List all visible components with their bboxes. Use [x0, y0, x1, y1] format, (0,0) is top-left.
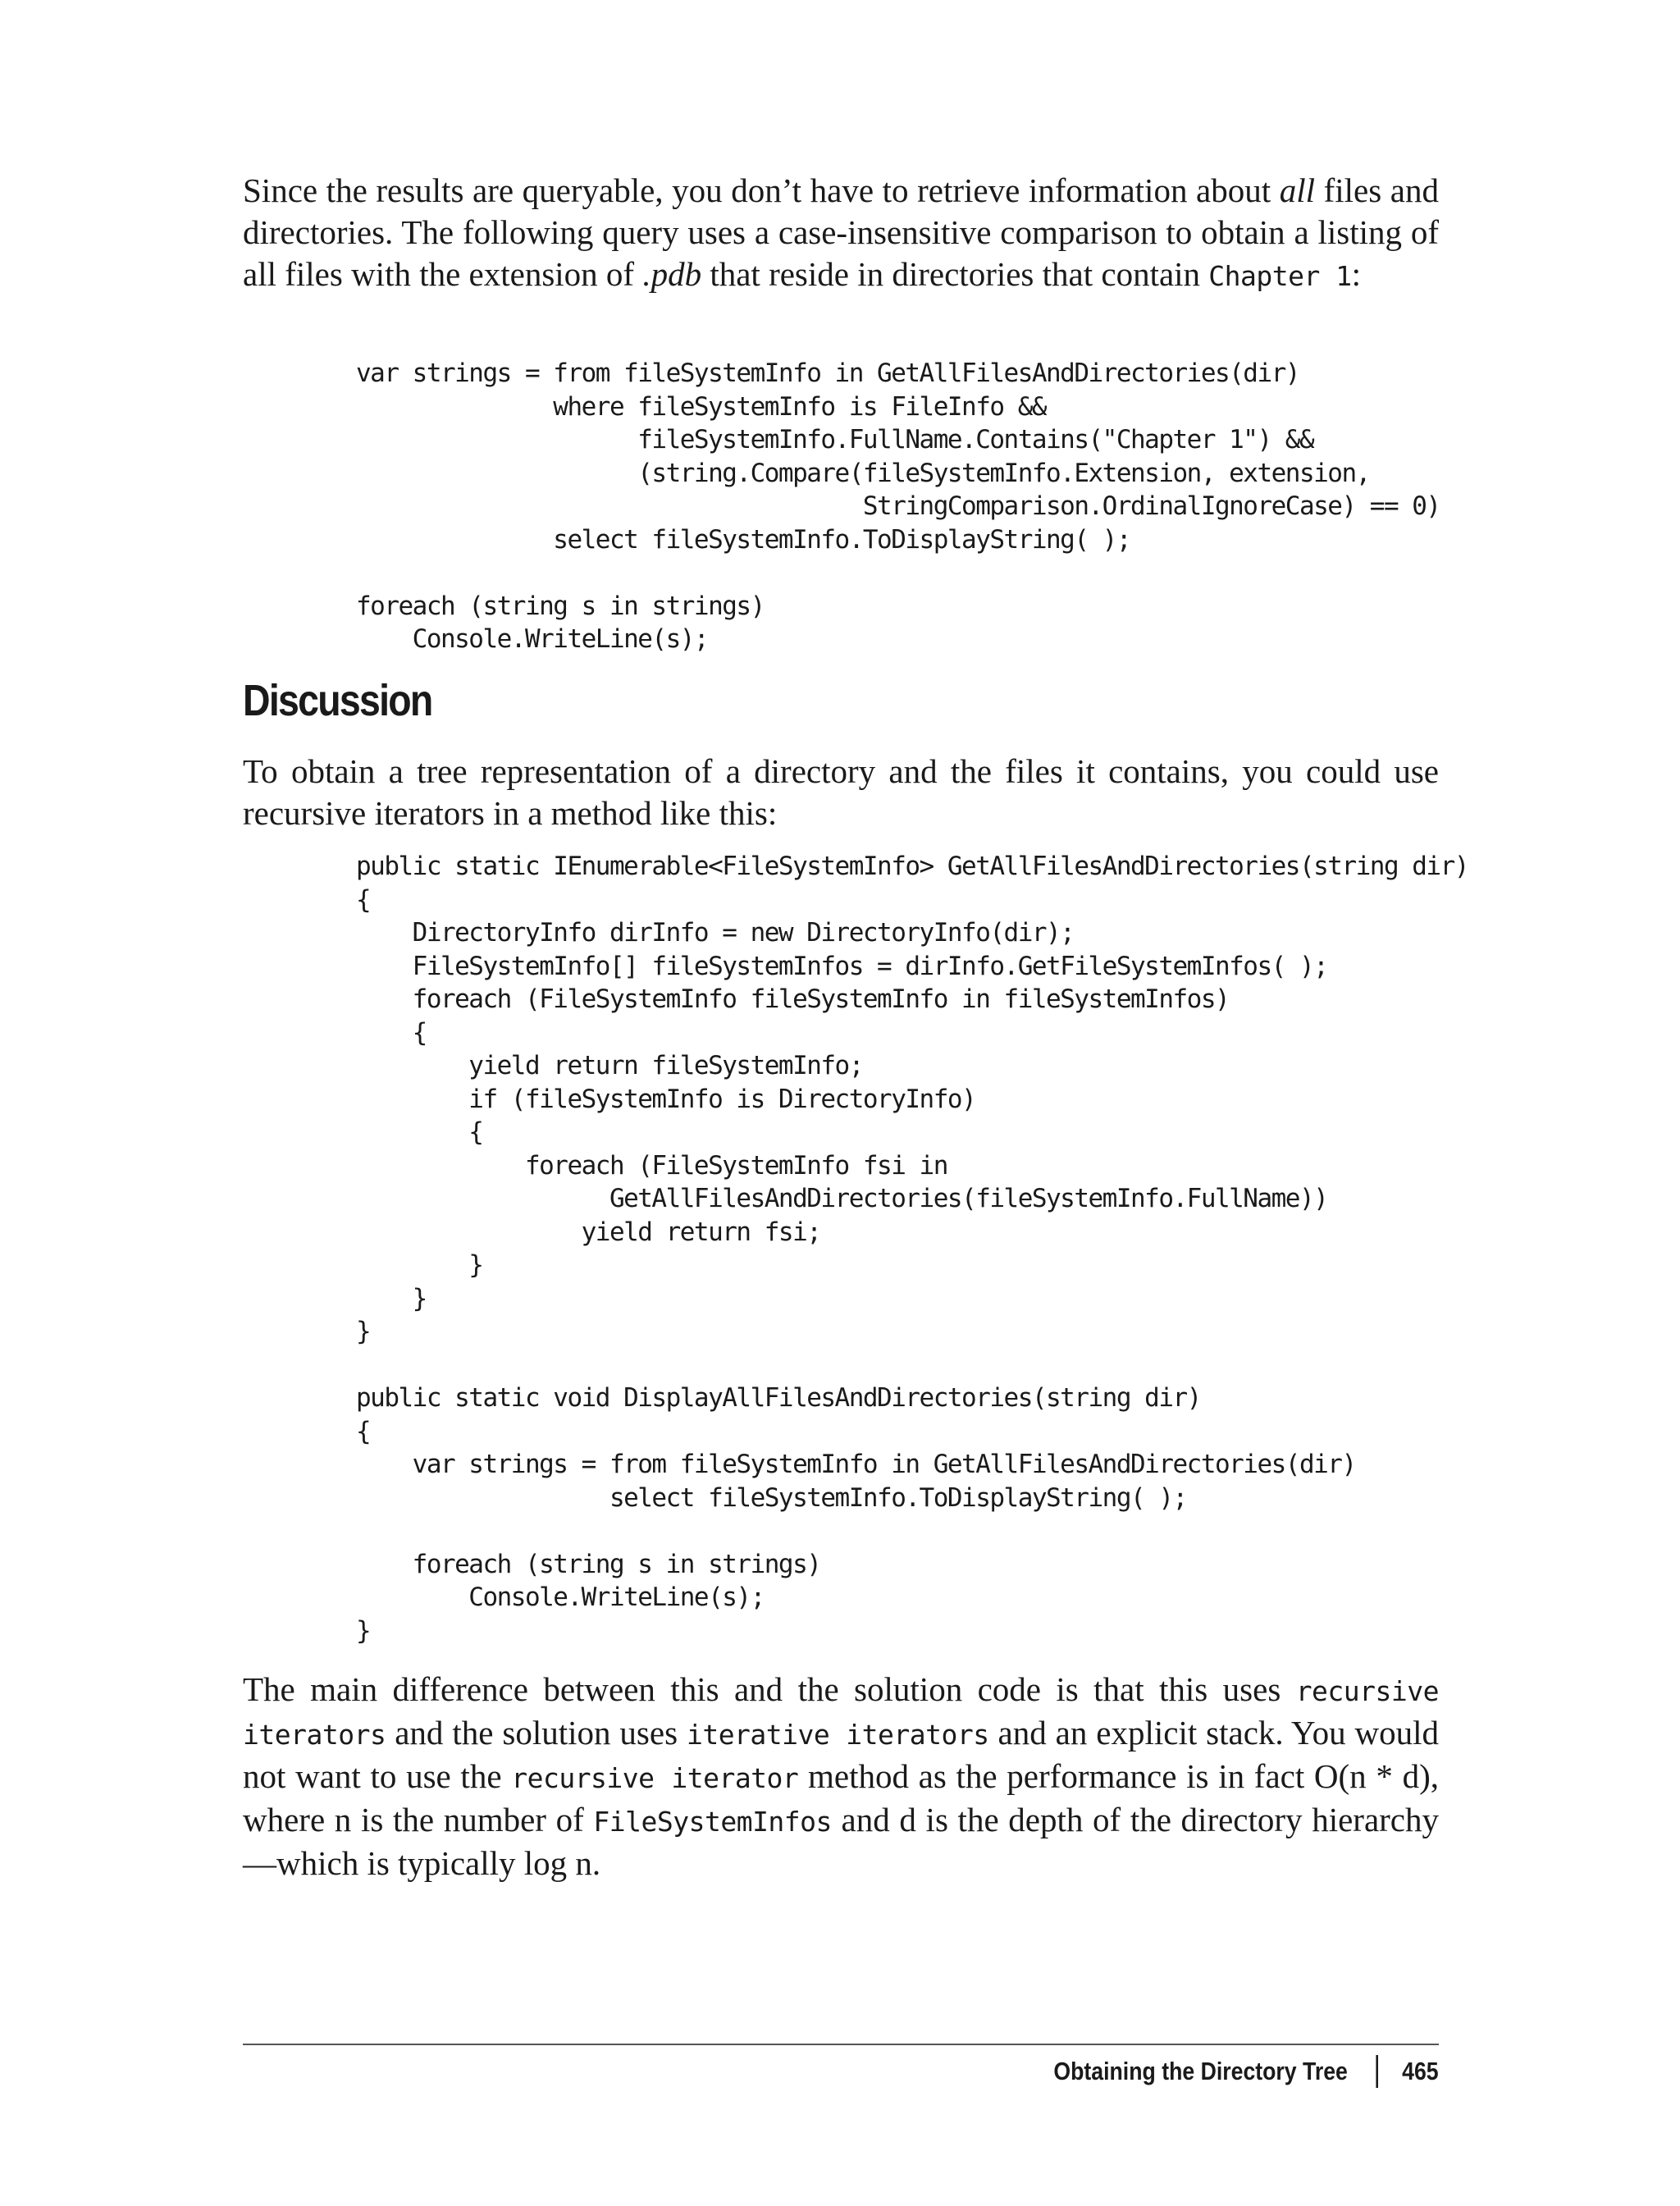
page-footer [1054, 2055, 1439, 2088]
query-code-block: var strings = from fileSystemInfo in GetAllFilesAndDirectories(dir) where fileSystemInfo is FileInfo && fileSystemInfo.FullName.Contains("Chapter 1") && (string.Compare(fileSystemInfo.Extension, extension, StringComparison.OrdinalIgnoreCase) == 0) select fileSystemInfo.ToDisplayString( ); foreach (string s in strings) Console.WriteLine(s); [356, 359, 1440, 654]
recursive-code-block: public static IEnumerable<FileSystemInfo> GetAllFilesAndDirectories(string dir) { DirectoryInfo dirInfo = new DirectoryInfo(dir); FileSystemInfo[] fileSystemInfos = dirInfo.GetFileSystemInfos( ); foreach (FileSystemInfo fileSystemInfo in fileSystemInfos) { yield return fileSystemInfo; if (fileSystemInfo is DirectoryInfo) { foreach (FileSystemInfo fsi in GetAllFilesAndDirectories(fileSystemInfo.FullName)) yield return fsi; } } } public static void DisplayAllFilesAndDirectories(string dir) { var strings = from fileSystemInfo in GetAllFilesAndDirectories(dir) select fileSystemInfo.ToDisplayString( ); foreach (string s in strings) Console.WriteLine(s); } [356, 852, 1468, 1646]
conclusion-text-5: and d is the depth of the directory hierarchy—which is typically log n. [243, 1801, 1439, 1882]
discussion-paragraph: To obtain a tree representation of a directory and the files it contains, you could use recursive iterators in a method like this: [243, 752, 1439, 832]
pdb-extension: .pdb [642, 255, 702, 293]
filesysteminfos-code: FileSystemInfos [593, 1806, 832, 1838]
intro-text-1: Since the results are queryable, you don’t have to retrieve information about [243, 171, 1280, 209]
recursive-iterators-code: recursive iterators [243, 1675, 1439, 1751]
iterative-iterators-code: iterative iterators [686, 1719, 989, 1751]
conclusion-text-2: and the solution uses [386, 1714, 687, 1752]
conclusion-text-3: and an explicit stack. You would not want to use the [243, 1714, 1439, 1795]
intro-text-3: that reside in directories that contain [701, 255, 1209, 293]
intro-trailing: : [1351, 255, 1362, 293]
footer-divider [243, 2044, 1439, 2045]
recursive-iterator-code: recursive iterator [511, 1762, 799, 1794]
page-number: 465 [1402, 2057, 1439, 2085]
conclusion-text-4: method as the performance is in fact O(n * d), where n is the number of [243, 1757, 1439, 1838]
conclusion-text-1: The main difference between this and the solution code is that this uses [243, 1670, 1296, 1708]
intro-text-2: files and directories. The following query uses a case-insensitive comparison to obtain a listing of all files with the extension of [243, 171, 1439, 293]
chapter-1-code: Chapter 1 [1208, 260, 1352, 292]
footer-separator [1376, 2055, 1379, 2088]
all-emphasis: all [1279, 171, 1316, 209]
discussion-heading: Discussion [243, 676, 432, 725]
conclusion-paragraph [243, 1669, 1439, 1884]
intro-paragraph [243, 170, 1439, 297]
footer-section-title: Obtaining the Directory Tree [1053, 2057, 1349, 2085]
